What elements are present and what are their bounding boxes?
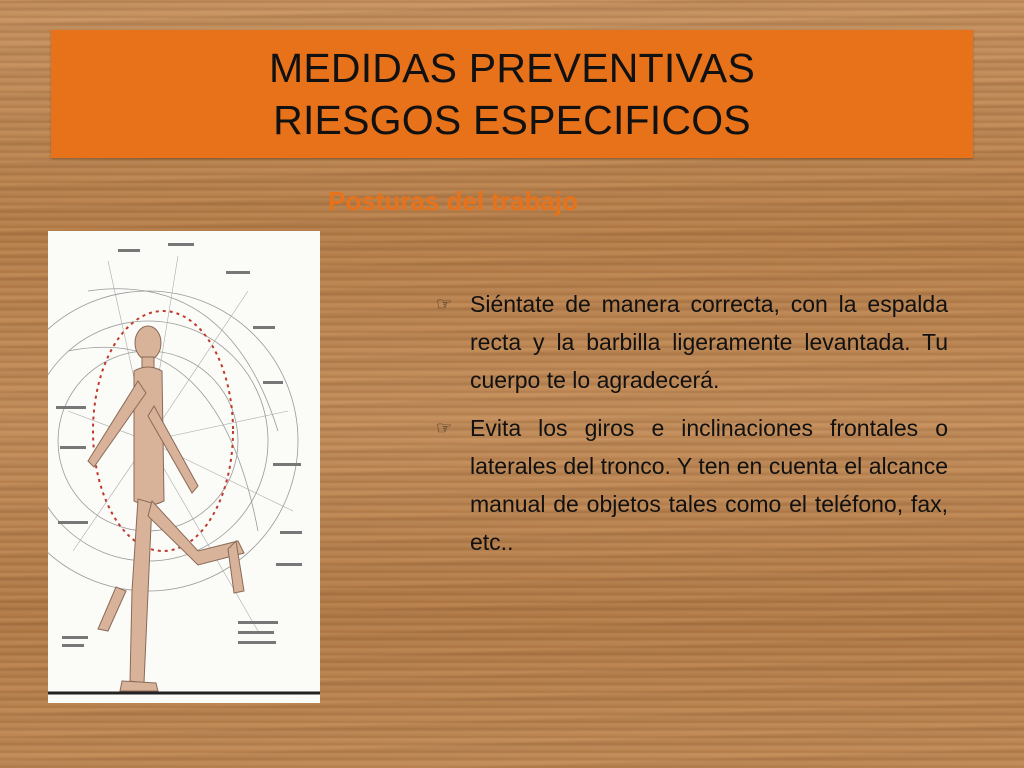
list-item: [436, 285, 948, 399]
pointing-hand-icon: ☞: [436, 294, 453, 314]
posture-diagram-illustration: [48, 231, 320, 703]
title-line-1: MEDIDAS PREVENTIVAS: [268, 45, 756, 91]
bullet-list: [436, 285, 948, 571]
title-banner: [51, 30, 973, 158]
title-line-2: RIESGOS ESPECIFICOS: [273, 97, 751, 143]
section-subtitle: Posturas del trabajo: [328, 186, 578, 216]
bullet-text: Siéntate de manera correcta, con la espalda recta y la barbilla ligeramente levantada. Tu cuerpo te lo agradecerá.: [470, 291, 948, 393]
bullet-text: Evita los giros e inclinaciones frontales o laterales del tronco. Y ten en cuenta el alcance manual de objetos tales como el teléfono, fax, etc..: [470, 415, 948, 555]
pointing-hand-icon: ☞: [436, 418, 453, 438]
posture-diagram-image: [48, 231, 320, 703]
list-item: [436, 409, 948, 561]
